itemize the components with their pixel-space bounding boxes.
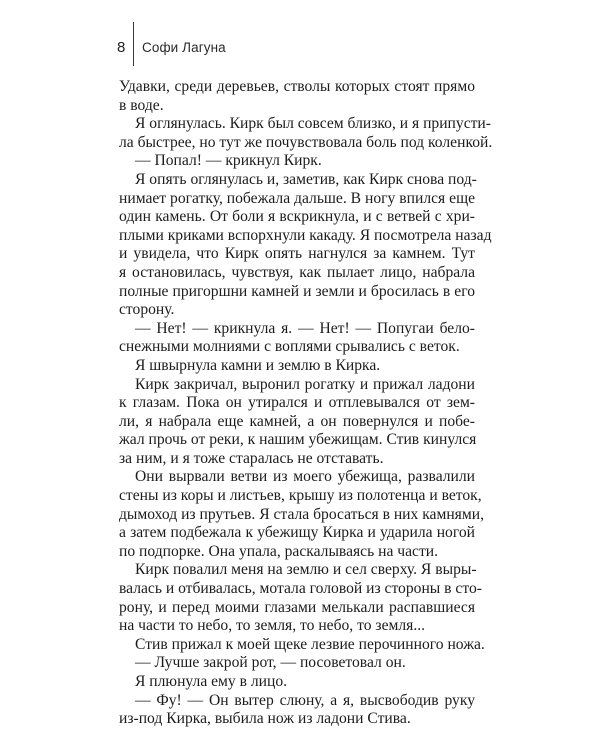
text-line: — Фу! — Он вытер слюну, а я, высвободив руку	[135, 691, 475, 709]
text-line: сторону.	[119, 301, 175, 319]
text-line: — Нет! — крикнула я. — Нет! — Попугаи бело-	[135, 319, 475, 337]
text-line: а затем подбежала к убежищу Кирка и ударила ногой	[119, 524, 475, 542]
text-line: на части то небо, то земля, то небо, то земля...	[119, 617, 426, 635]
text-line: нимает рогатку, побежала дальше. В ногу впился еще	[119, 189, 475, 207]
text-line: жал прочь от реки, к нашим убежищам. Стив кинулся	[119, 431, 477, 449]
text-line: дымоход из прутьев. Я стала бросаться в них камнями,	[119, 505, 484, 523]
text-line: к глазам. Пока он утирался и отплевывался от зем-	[119, 394, 475, 412]
text-line: Я швырнула камни и землю в Кирка.	[135, 356, 381, 374]
text-line: снежными молниями с воплями срывались с веток.	[119, 338, 460, 356]
text-line: рону, и перед моими глазами мелькали распавшиеся	[119, 598, 475, 616]
text-line: — Попал! — крикнул Кирк.	[135, 152, 322, 170]
text-line: Я опять оглянулась и, заметив, как Кирк снова под-	[135, 170, 477, 188]
page-number: 8	[117, 39, 126, 56]
running-header	[117, 38, 125, 58]
header-divider	[133, 22, 134, 66]
text-line: из-под Кирка, выбила нож из ладони Стива.	[119, 710, 411, 728]
text-line: — Лучше закрой рот, — посоветовал он.	[135, 654, 406, 672]
body-text	[119, 78, 493, 729]
text-line: плыми криками вспорхнули какаду. Я посмотрела назад	[119, 226, 492, 244]
text-line: Кирк повалил меня на землю и сел сверху. Я выры-	[135, 561, 477, 579]
author-name: Софи Лагуна	[142, 40, 226, 55]
text-line: один камень. От боли я вскрикнула, и с ветвей с хри-	[119, 208, 475, 226]
text-line: за ним, и я тоже старалась не отставать.	[119, 449, 384, 467]
text-line: в воде.	[119, 96, 164, 114]
text-line: стены из коры и листьев, крышу из полотенца и веток,	[119, 487, 482, 505]
text-line: Я оглянулась. Кирк был совсем близко, и я припусти-	[135, 115, 491, 133]
text-line: ла быстрее, но тут же почувствовала боль под коленкой.	[119, 133, 493, 151]
text-line: Стив прижал к моей щеке лезвие перочинного ножа.	[135, 635, 485, 653]
text-line: Они вырвали ветви из моего убежища, развалили	[135, 468, 475, 486]
text-line: и увидела, что Кирк опять нагнулся за камнем. Тут	[119, 245, 475, 263]
text-line: по подпорке. Она упала, раскалываясь на части.	[119, 542, 439, 560]
text-line: я остановилась, чувствуя, как пылает лицо, набрала	[119, 263, 475, 281]
text-line: валась и отбивалась, мотала головой из стороны в сто-	[119, 580, 482, 598]
text-line: ли, я набрала еще камней, а он повернулся и побе-	[119, 412, 475, 430]
text-line: Удавки, среди деревьев, стволы которых стоят прямо	[119, 78, 475, 95]
text-line: Кирк закричал, выронил рогатку и прижал ладони	[135, 375, 475, 393]
text-line: полные пригоршни камней и земли и бросилась в его	[119, 282, 475, 300]
text-line: Я плюнула ему в лицо.	[135, 673, 288, 690]
